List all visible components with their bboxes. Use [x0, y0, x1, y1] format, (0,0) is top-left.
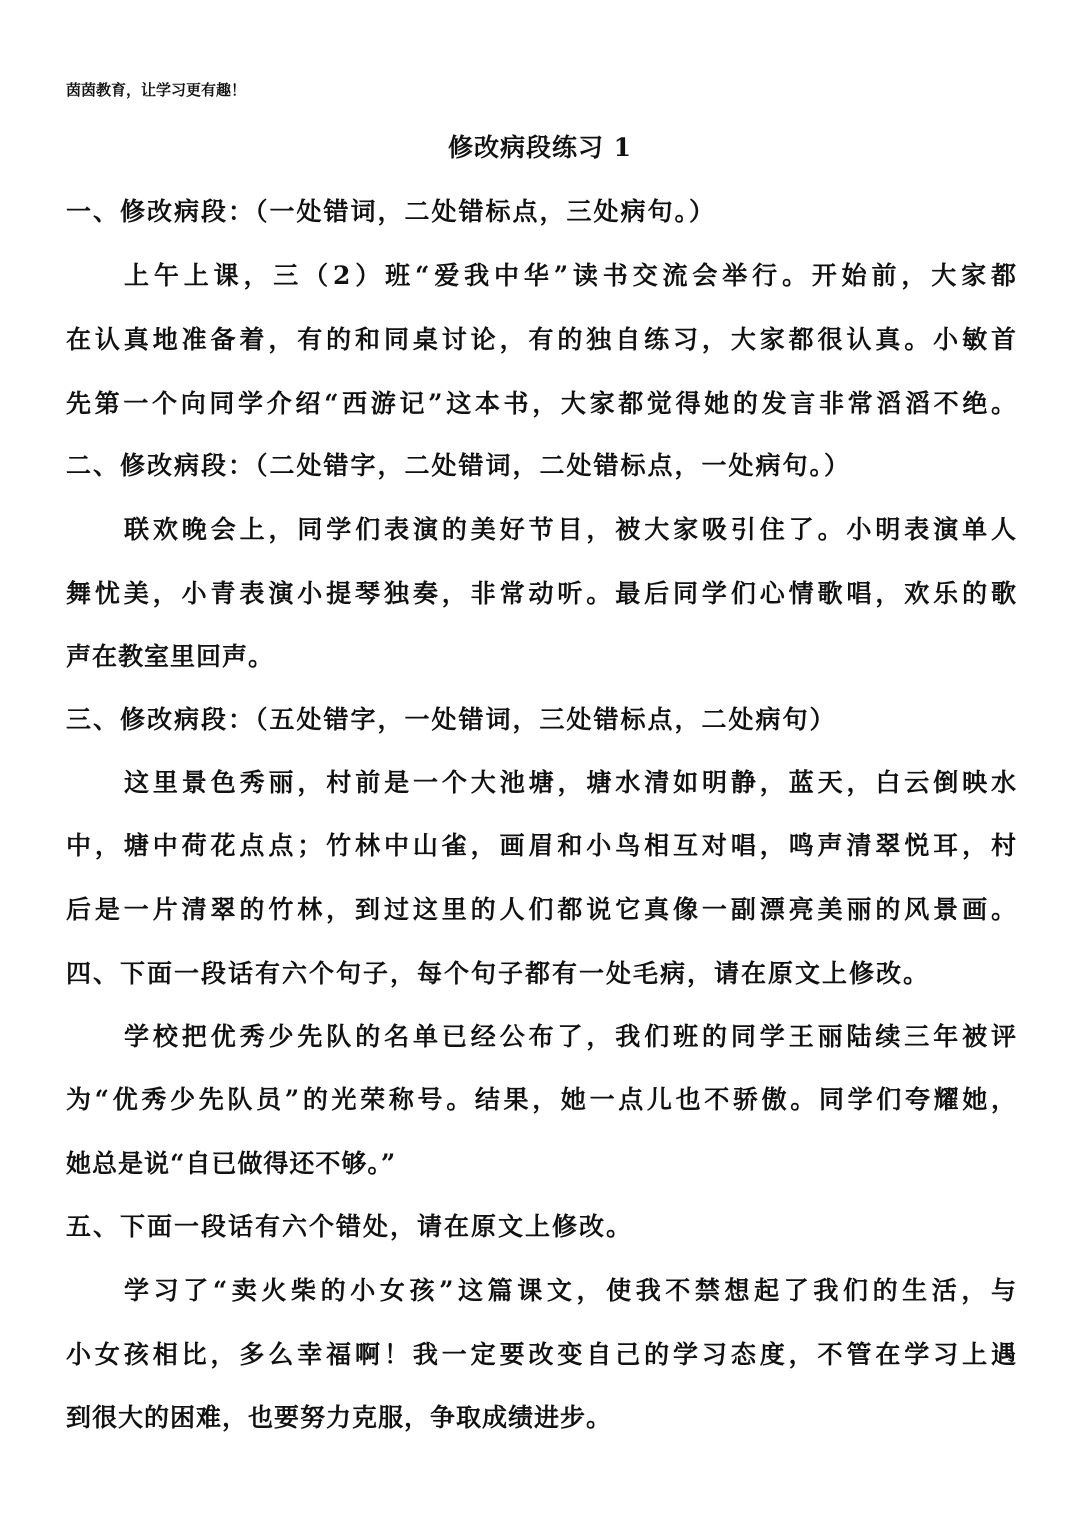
section-5-heading: 五、下面一段话有六个错处，请在原文上修改。: [66, 1212, 634, 1241]
section-4-line-3: 她总是说“自已做得还不够。”: [66, 1149, 397, 1178]
section-2-heading: 二、修改病段：（二处错字，二处错词，二处错标点，一处病句。）: [66, 451, 852, 480]
section-1-line-1: 上午上课，三（2）班“爱我中华”读书交流会举行。开始前，大家都: [124, 261, 1016, 290]
section-3-heading: 三、修改病段：（五处错字，一处错词，三处错标点，二处病句）: [66, 705, 837, 734]
section-1-line-3: 先第一个向同学介绍“西游记”这本书，大家都觉得她的发言非常滔滔不绝。: [66, 389, 1016, 418]
section-2-line-3: 声在教室里回声。: [66, 642, 275, 671]
section-4-heading: 四、下面一段话有六个句子，每个句子都有一处毛病，请在原文上修改。: [66, 959, 931, 988]
section-4-line-1: 学校把优秀少先队的名单已经公布了，我们班的同学王丽陆续三年被评: [124, 1022, 1016, 1051]
section-3-line-3: 后是一片清翠的竹林，到过这里的人们都说它真像一副漂亮美丽的风景画。: [66, 895, 1016, 924]
section-3-line-1: 这里景色秀丽，村前是一个大池塘，塘水清如明静，蓝天，白云倒映水: [124, 768, 1016, 797]
document-title: 修改病段练习 1: [447, 133, 633, 162]
section-5-line-2: 小女孩相比，多么幸福啊！我一定要改变自己的学习态度，不管在学习上遇: [66, 1340, 1016, 1369]
section-5-line-3: 到很大的困难，也要努力克服，争取成绩进步。: [66, 1403, 613, 1432]
section-5-line-1: 学习了“卖火柴的小女孩”这篇课文，使我不禁想起了我们的生活，与: [124, 1276, 1016, 1305]
section-2-line-2: 舞忧美，小青表演小提琴独奏，非常动听。最后同学们心情歌唱，欢乐的歌: [66, 579, 1016, 608]
section-1-line-2: 在认真地准备着，有的和同桌讨论，有的独自练习，大家都很认真。小敏首: [66, 325, 1016, 354]
section-1-heading: 一、修改病段：（一处错词，二处错标点，三处病句。）: [66, 197, 717, 226]
header-note: 茵茵教育，让学习更有趣！: [66, 81, 247, 99]
section-3-line-2: 中，塘中荷花点点；竹林中山雀，画眉和小鸟相互对唱，鸣声清翠悦耳，村: [66, 831, 1016, 860]
section-2-line-1: 联欢晚会上，同学们表演的美好节目，被大家吸引住了。小明表演单人: [124, 515, 1016, 544]
section-4-line-2: 为“优秀少先队员”的光荣称号。结果，她一点儿也不骄傲。同学们夸耀她，: [66, 1085, 1016, 1114]
